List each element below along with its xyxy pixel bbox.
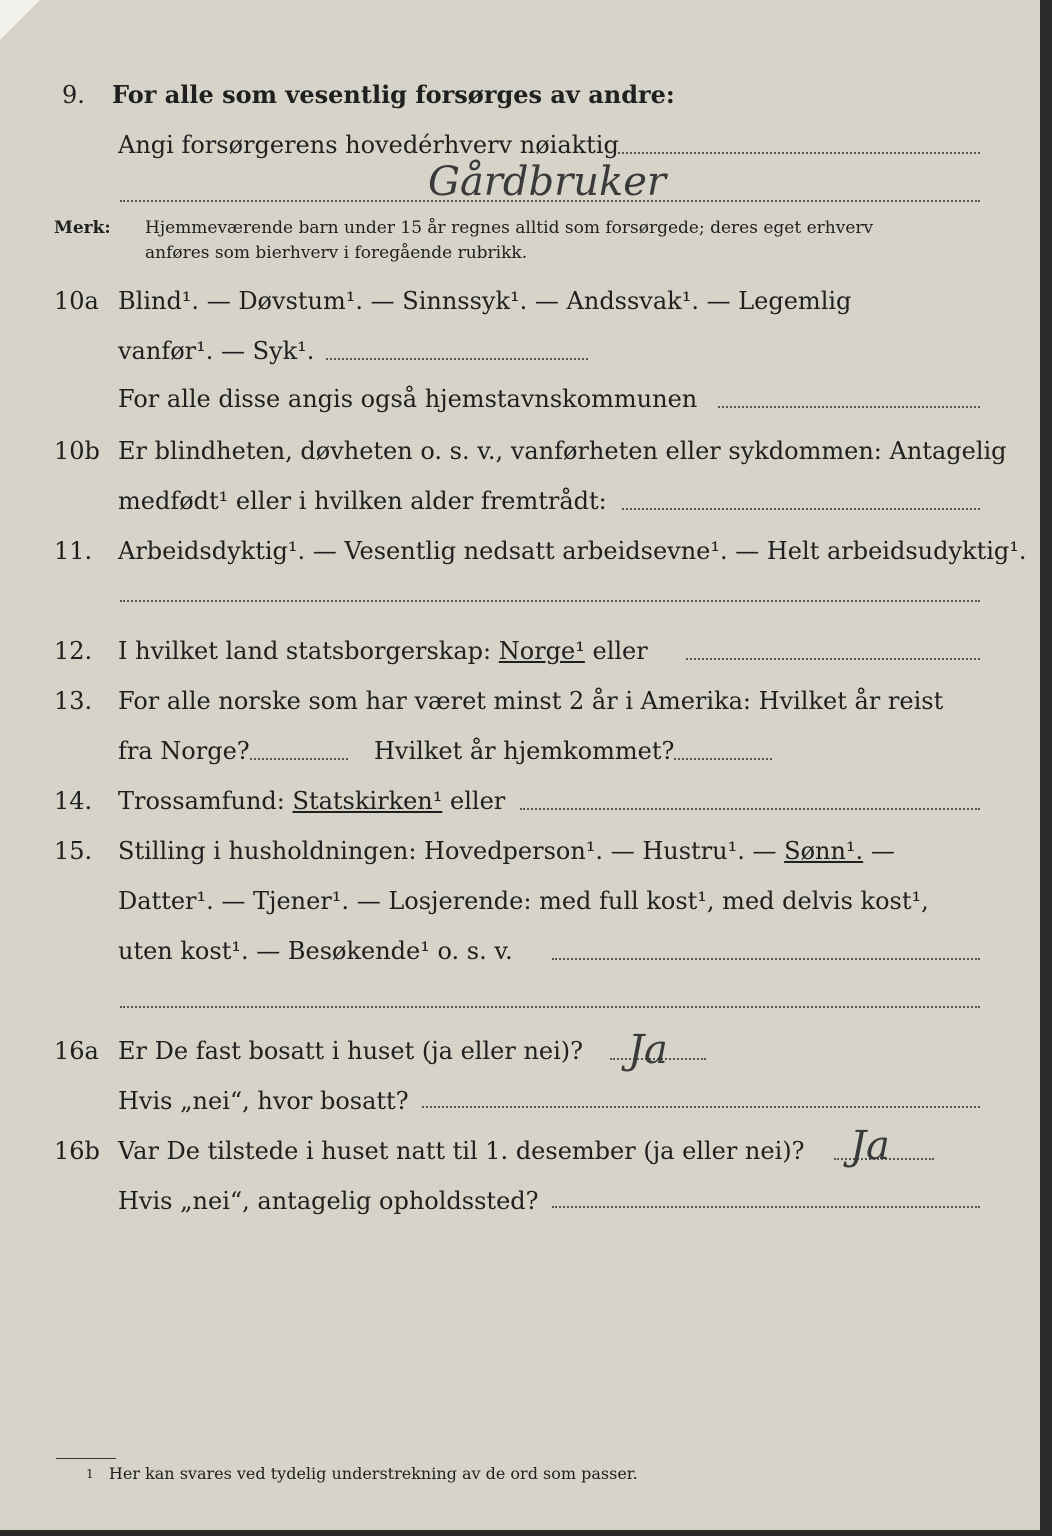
answer-line bbox=[250, 758, 348, 760]
q14-selected-option: Statskirken¹ bbox=[292, 787, 443, 815]
q10a-line-2: vanfør¹. — Syk¹. bbox=[118, 337, 315, 365]
answer-line bbox=[686, 658, 980, 660]
q14-suffix: eller bbox=[450, 787, 506, 815]
q16b-line-1: Var De tilstede i huset natt til 1. desember (ja eller nei)? bbox=[118, 1137, 805, 1165]
footnote-text: Her kan svares ved tydelig understrekning av de ord som passer. bbox=[108, 1464, 638, 1483]
q15-number: 15. bbox=[54, 837, 93, 865]
q13-line-1: For alle norske som har været minst 2 år i Amerika: Hvilket år reist bbox=[118, 687, 944, 715]
q11-number: 11. bbox=[54, 537, 93, 565]
q10a-line-1: Blind¹. — Døvstum¹. — Sinnssyk¹. — Andssvak¹. — Legemlig bbox=[118, 287, 852, 315]
q12-number: 12. bbox=[54, 637, 93, 665]
q12-selected-option: Norge¹ bbox=[498, 637, 585, 665]
q10b-line-1: Er blindheten, døvheten o. s. v., vanførheten eller sykdommen: Antagelig bbox=[118, 437, 1007, 465]
footnote bbox=[86, 1464, 638, 1484]
q16b-line-2: Hvis „nei“, antagelig opholdssted? bbox=[118, 1187, 539, 1215]
q9-heading: For alle som vesentlig forsørges av andre: bbox=[112, 80, 675, 109]
footnote-mark: 1 bbox=[86, 1467, 94, 1481]
q14-line bbox=[118, 786, 505, 816]
q10b-number: 10b bbox=[54, 437, 100, 465]
merk-label: Merk: bbox=[54, 218, 111, 238]
merk-text-1: Hjemmeværende barn under 15 år regnes alltid som forsørgede; deres eget erhverv bbox=[145, 218, 874, 238]
merk-text-2: anføres som bierhverv i foregående rubrikk. bbox=[145, 243, 528, 263]
answer-line bbox=[622, 508, 980, 510]
q16b-number: 16b bbox=[54, 1137, 100, 1165]
q15-line-2: Datter¹. — Tjener¹. — Losjerende: med full kost¹, med delvis kost¹, bbox=[118, 887, 929, 915]
answer-line bbox=[674, 758, 772, 760]
q10b-line-2: medfødt¹ eller i hvilken alder fremtrådt: bbox=[118, 487, 607, 515]
q13-line-2a: fra Norge? bbox=[118, 737, 250, 765]
q9-number: 9. bbox=[62, 81, 85, 109]
q13-line-2b: Hvilket år hjemkommet? bbox=[374, 737, 675, 765]
q15-line-1-end: — bbox=[870, 837, 895, 865]
q16a-number: 16a bbox=[54, 1037, 99, 1065]
q16a-answer-handwritten: Ja bbox=[628, 1027, 668, 1073]
q14-prompt: Trossamfund: bbox=[118, 787, 285, 815]
q15-line-3: uten kost¹. — Besøkende¹ o. s. v. bbox=[118, 937, 513, 965]
q10a-number: 10a bbox=[54, 287, 99, 315]
q9-prompt: Angi forsørgerens hovedérhverv nøiaktig bbox=[118, 131, 619, 159]
q14-number: 14. bbox=[54, 787, 93, 815]
answer-line bbox=[618, 152, 980, 154]
answer-line bbox=[120, 600, 980, 602]
q15-line-1-text: Stilling i husholdningen: Hovedperson¹. — Hustru¹. — bbox=[118, 837, 777, 865]
q9-answer-handwritten: Gårdbruker bbox=[428, 159, 667, 205]
q12-prompt: I hvilket land statsborgerskap: bbox=[118, 637, 492, 665]
q15-line-1 bbox=[118, 836, 895, 866]
q16b-answer-handwritten: Ja bbox=[850, 1123, 890, 1169]
footnote-rule bbox=[56, 1458, 116, 1459]
answer-line bbox=[552, 958, 980, 960]
answer-line bbox=[718, 406, 980, 408]
answer-line bbox=[422, 1106, 980, 1108]
q11-line-1: Arbeidsdyktig¹. — Vesentlig nedsatt arbeidsevne¹. — Helt arbeidsudyktig¹. bbox=[118, 537, 1027, 565]
answer-line bbox=[552, 1206, 980, 1208]
answer-line bbox=[120, 200, 980, 202]
answer-line bbox=[520, 808, 980, 810]
q12-suffix: eller bbox=[592, 637, 648, 665]
q15-selected-option: Sønn¹. bbox=[784, 837, 864, 865]
answer-line bbox=[120, 1006, 980, 1008]
q16a-line-2: Hvis „nei“, hvor bosatt? bbox=[118, 1087, 409, 1115]
q13-number: 13. bbox=[54, 687, 93, 715]
q10a-line-3: For alle disse angis også hjemstavnskommunen bbox=[118, 385, 698, 413]
q16a-line-1: Er De fast bosatt i huset (ja eller nei)? bbox=[118, 1037, 584, 1065]
answer-line bbox=[326, 358, 588, 360]
folded-corner bbox=[0, 0, 40, 40]
q12-line bbox=[118, 636, 648, 666]
